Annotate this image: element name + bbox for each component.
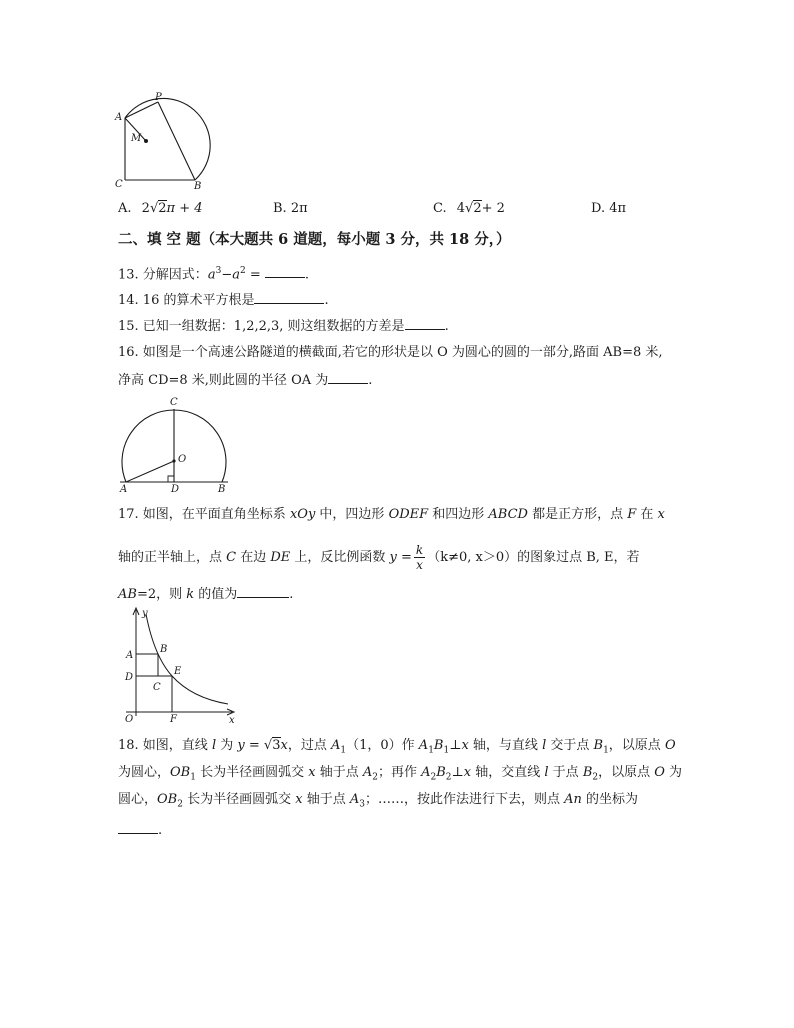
q18-A2B2-s2: 2 [445,772,452,783]
sqrt-icon: √ [465,201,474,216]
q18-B1-sub: 1 [603,745,609,756]
question-17-line-2 [118,543,640,572]
q18-x3: x [308,765,316,780]
fig2-point-O [172,459,175,462]
q16-end: . [368,373,373,388]
q12-option-b [273,200,308,218]
fig2-label-B: B [218,484,226,495]
q12-option-d-letter: D. [591,201,606,216]
q18-A2B2-a: A [421,765,431,780]
q17-l1d: 都是正方形，点 [527,507,628,522]
fig1-label-C: C [115,179,123,190]
fig1-label-M: M [131,133,142,144]
question-18-line-4 [118,820,162,840]
q13-prefix: 13. 分解因式： [118,267,208,283]
figure-q16-tunnel [116,395,236,495]
q17-l1b: 中，四边形 [315,507,389,522]
q14-end: . [324,293,329,308]
q15-text: 15. 已知一组数据：1,2,2,3, 则这组数据的方差是 [118,319,405,334]
q18-l2a: 为圆心， [118,765,171,780]
q17-frac-den: x [416,558,423,572]
q18-A2: A [362,765,373,780]
section-2-title: 二、填 空 题（本大题共 6 道题，每小题 3 分，共 18 分，） [118,231,511,248]
question-13 [118,262,309,284]
q14-text: 14. 16 的算术平方根是 [118,293,255,308]
fig2-label-O: O [178,454,187,465]
q12-option-d-text: 4π [609,201,627,216]
question-15 [118,316,449,336]
q18-A1: A [330,738,341,753]
q17-l2a: 轴的正半轴上，点 [118,550,227,565]
q18-l3c: 轴于点 [302,792,350,807]
q18-end: . [158,823,163,838]
q18-l3b: 长为半径画圆弧交 [182,792,296,807]
q13-exp2: 2 [239,266,246,276]
q18-perp2: ⊥ [451,765,464,780]
fig1-label-B: B [194,181,202,192]
fig3-label-F: F [170,714,177,725]
q17-answer-blank[interactable] [237,584,289,598]
q17-F: F [627,507,637,522]
fig1-label-P: P [155,92,162,103]
question-18-line-1 [118,737,676,760]
fig3-square-ABCD [136,654,158,676]
q17-xOy: xOy [289,507,316,522]
q18-perp: ⊥ [449,738,462,753]
q18-x5: x [295,792,303,807]
q18-l2g: ，以原点 [598,765,655,780]
q13-end: . [304,267,310,283]
q15-answer-blank[interactable] [405,316,445,330]
fig3-label-E: E [174,666,182,677]
q18-l1b: 为 [216,738,238,753]
q18-l1g: 交于点 [546,738,594,753]
q13-a2: a [232,267,240,283]
sqrt-icon: √ [149,201,159,216]
fig2-label-A: A [120,484,128,495]
q18-x2: x [461,738,469,753]
q18-OB1: OB [170,765,191,780]
q18-A2B2-b: B [436,765,446,780]
q18-l: l [211,738,217,753]
fig3-label-x: x [229,715,235,726]
q18-l2e: 轴，交直线 [471,765,545,780]
q18-A3: A [349,792,360,807]
fig2-label-D: D [171,484,180,495]
q12-option-a-coef: 2 [141,201,150,216]
q17-l1e: 在 [636,507,658,522]
q18-A2B2-s1: 2 [430,772,437,783]
fig3-label-A: A [126,650,134,661]
q18-A1-sub: 1 [340,745,347,756]
q13-eq: = [245,267,265,283]
q18-A1B1-b: B [433,738,444,753]
question-17-line-3 [118,584,293,604]
fig1-line-AP [125,102,158,118]
q17-end: . [289,587,294,602]
q18-x: x [280,738,288,753]
q18-l2d: ；再作 [377,765,422,780]
q18-B2-sub: 2 [592,772,599,783]
fig3-label-O: O [125,714,134,725]
q17-AB: AB [118,587,137,602]
q18-l2h: 为 [664,765,683,780]
q18-A1B1-s2: 1 [443,745,450,756]
question-16-line-2 [118,370,372,390]
q18-l2c: 轴于点 [315,765,363,780]
q13-minus: − [221,267,233,283]
q12-option-c-coef: 4 [456,201,466,216]
q12-option-d [591,200,626,218]
q17-l2b: 在边 [236,550,271,565]
q17-l3b: =2，则 [136,587,187,602]
q16-answer-blank[interactable] [328,370,368,384]
q15-end: . [444,319,449,334]
fig1-label-A: A [115,112,123,123]
q12-option-a [118,200,203,218]
figure-q12-circle [110,88,220,193]
q18-A2-sub: 2 [372,772,378,783]
q18-l2f: 于点 [548,765,583,780]
q14-answer-blank[interactable] [254,290,324,304]
q18-l1c: = [244,738,264,753]
q17-C: C [226,550,237,565]
q17-ODEF: ODEF [388,507,429,522]
q18-l3: l [544,765,549,780]
q18-B2: B [582,765,593,780]
fig3-label-C: C [153,682,161,693]
q18-l2: l [542,738,547,753]
fig1-line-PB [158,102,195,180]
q18-l1e: （1，0）作 [346,738,419,753]
q13-answer-blank[interactable] [265,264,305,278]
q17-y-eq: y = [389,550,412,565]
q17-l2c: 上，反比例函数 [290,550,390,565]
q12-option-a-rad: 2 [158,201,167,216]
q13-exp1: 3 [215,266,222,276]
q17-l3c: 的值为 [194,587,238,602]
q17-fraction [414,543,425,572]
q12-option-a-letter: A. [118,201,132,216]
q18-An: An [564,792,582,807]
fig3-label-B: B [160,644,168,655]
q18-l3a: 圆心， [118,792,158,807]
fig1-point-M [144,139,148,143]
q18-y: y [237,738,245,753]
q12-option-c-tail: + 2 [481,201,505,216]
q18-l3e: 的坐标为 [581,792,639,807]
q12-option-c-rad: 2 [473,201,482,216]
q18-OB1-sub: 1 [190,772,196,783]
question-17-line-1 [118,506,665,524]
q18-l1d: ，过点 [287,738,331,753]
fig3-label-D: D [125,672,134,683]
fig2-right-angle [168,476,174,482]
q17-k: k [186,587,195,602]
q13-a: a [207,267,216,283]
q18-O: O [664,738,676,753]
q18-x4: x [463,765,472,780]
q18-O2: O [654,765,665,780]
q18-A1B1-a: A [418,738,429,753]
q18-OB2: OB [157,792,178,807]
q17-l1a: 17. 如图，在平面直角坐标系 [118,507,290,522]
q12-option-b-letter: B. [273,201,287,216]
q18-OB2-sub: 2 [177,799,183,810]
question-16-line-1: 16. 如图是一个高速公路隧道的横截面,若它的形状是以 O 为圆心的圆的一部分,路面 AB=8 米, [118,345,663,360]
q18-l1f: 轴，与直线 [468,738,543,753]
q17-l2d: （k≠0, x＞0）的图象过点 B, E，若 [427,550,640,565]
q16-line2-text: 净高 CD=8 米,则此圆的半径 OA 为 [118,373,329,388]
q18-B1: B [593,738,604,753]
q17-x: x [657,507,665,522]
question-18-line-2 [118,764,682,787]
figure-q17-coordinate [116,604,246,726]
fig3-label-y: y [142,608,148,619]
q12-option-a-tail: π + 4 [166,201,203,216]
q18-A3-sub: 3 [359,799,365,810]
q18-l1h: ，以原点 [608,738,665,753]
q12-option-c-letter: C. [433,201,447,216]
q18-l2b: 长为半径画圆弧交 [195,765,309,780]
q18-l3d: ；……，按此作法进行下去，则点 [364,792,565,807]
question-14 [118,290,329,310]
q17-l1c: 和四边形 [428,507,489,522]
q18-answer-blank[interactable] [118,820,158,834]
fig2-label-C: C [170,397,178,408]
q18-l1a: 18. 如图，直线 [118,738,212,753]
q18-A1B1-s1: 1 [428,745,434,756]
q12-option-c [433,200,505,218]
fig2-line-OA [126,461,174,482]
q17-DE: DE [270,550,291,565]
q17-frac-num: k [415,543,424,557]
q12-option-b-text: 2π [290,201,308,216]
question-18-line-3 [118,791,638,814]
q17-ABCD: ABCD [488,507,528,522]
sqrt-icon: √ [263,738,273,753]
q18-rad: 3 [272,738,281,753]
